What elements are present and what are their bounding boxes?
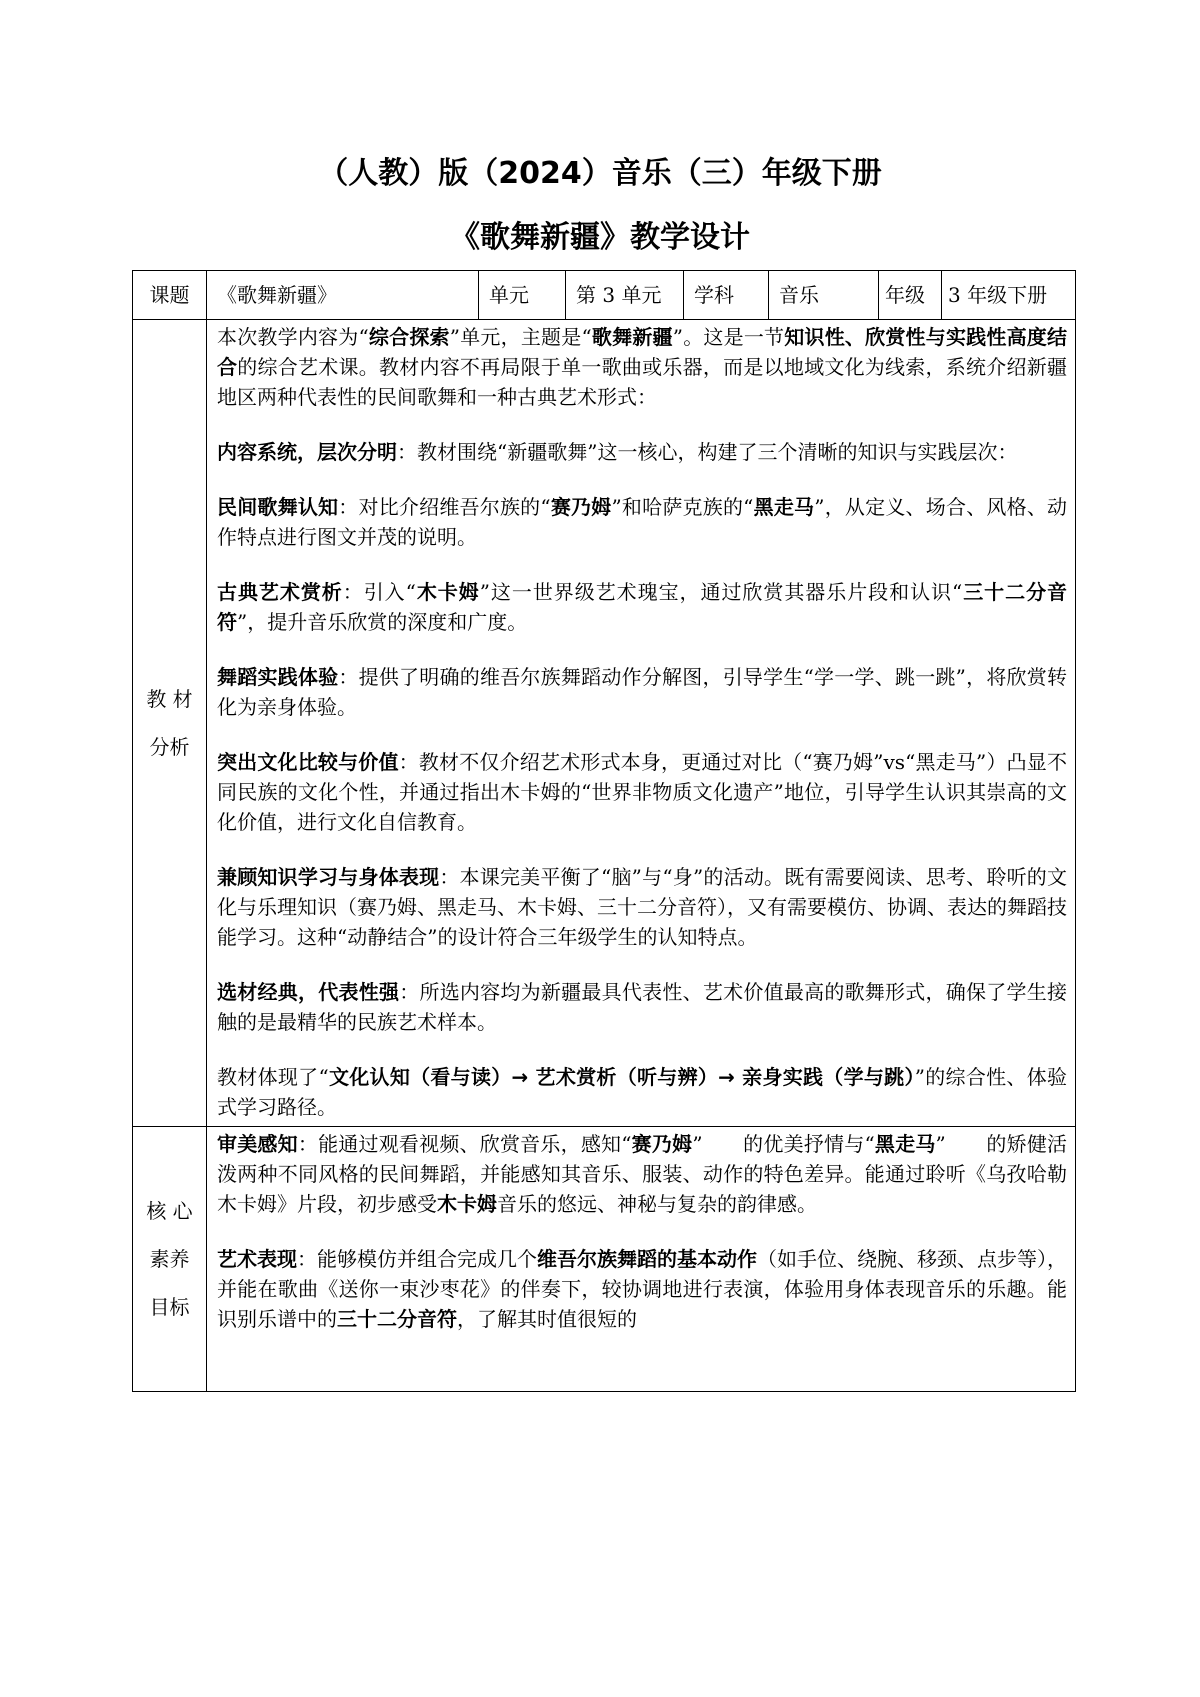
material-paragraph-learning-path: 教材体现了“文化认知（看与读）→ 艺术赏析（听与辨）→ 亲身实践（学与跳）”的综合性、体验式学习路径。 (217, 1065, 1067, 1119)
unit-value: 第 3 单元 (566, 271, 684, 320)
core-label-line-3: 目标 (149, 1295, 190, 1319)
header-row (133, 271, 1076, 320)
material-paragraph-culture-value: 突出文化比较与价值：教材不仅介绍艺术形式本身，更通过对比（“赛乃姆”vs“黑走马”）凸显不同民族的文化个性，并通过指出木卡姆的“世界非物质文化遗产”地位，引导学生认识其崇高的文化价值，进行文化自信教育。 (217, 750, 1067, 834)
lesson-design-table (132, 270, 1076, 1392)
grade-value: 3 年级下册 (942, 271, 1076, 320)
core-paragraph-aesthetic: 审美感知：能通过观看视频、欣赏音乐，感知“赛乃姆” 的优美抒情与“黑走马” 的矫健活泼两种不同风格的民间舞蹈，并能感知其音乐、服装、动作的特色差异。能通过聆听《乌孜哈勒木卡姆》片段，初步感受木卡姆音乐的悠远、神秘与复杂的韵律感。 (217, 1132, 1067, 1216)
topic-label: 课题 (133, 271, 207, 320)
core-literacy-content (207, 1127, 1076, 1392)
material-paragraph-folk-dance: 民间歌舞认知：对比介绍维吾尔族的“赛乃姆”和哈萨克族的“黑走马”，从定义、场合、风格、动作特点进行图文并茂的说明。 (217, 495, 1068, 549)
material-paragraph-classic-selection: 选材经典，代表性强：所选内容均为新疆最具代表性、艺术价值最高的歌舞形式，确保了学生接触的是最精华的民族艺术样本。 (217, 980, 1068, 1034)
material-paragraph-dance-practice: 舞蹈实践体验：提供了明确的维吾尔族舞蹈动作分解图，引导学生“学一学、跳一跳”，将欣赏转化为亲身体验。 (217, 665, 1068, 719)
unit-label: 单元 (479, 271, 566, 320)
material-analysis-content (207, 320, 1076, 1127)
material-label-line-1: 教 材 (146, 687, 193, 711)
core-literacy-label (133, 1127, 207, 1392)
material-paragraph-intro: 本次教学内容为“综合探索”单元，主题是“歌舞新疆”。这是一节知识性、欣赏性与实践性高度结合的综合艺术课。教材内容不再局限于单一歌曲或乐器，而是以地域文化为线索，系统介绍新疆地区两种代表性的民间歌舞和一种古典艺术形式： (217, 325, 1068, 409)
topic-value: 《歌舞新疆》 (207, 271, 479, 320)
material-analysis-label (133, 320, 207, 1127)
core-label-line-1: 核 心 (146, 1199, 193, 1223)
material-analysis-row (133, 320, 1076, 1127)
subject-label: 学科 (684, 271, 769, 320)
core-paragraph-expression: 艺术表现：能够模仿并组合完成几个维吾尔族舞蹈的基本动作（如手位、绕腕、移颈、点步等），并能在歌曲《送你一束沙枣花》的伴奏下，较协调地进行表演，体验用身体表现音乐的乐趣。能识别乐谱中的三十二分音符，了解其时值很短的 (217, 1247, 1067, 1331)
document-title: （人教）版（2024）音乐（三）年级下册 (318, 156, 882, 191)
core-literacy-row (133, 1127, 1076, 1392)
material-paragraph-knowledge-body: 兼顾知识学习与身体表现：本课完美平衡了“脑”与“身”的活动。既有需要阅读、思考、聆听的文化与乐理知识（赛乃姆、黑走马、木卡姆、三十二分音符），又有需要模仿、协调、表达的舞蹈技能学习。这种“动静结合”的设计符合三年级学生的认知特点。 (217, 865, 1067, 949)
material-paragraph-classical-art: 古典艺术赏析：引入“木卡姆”这一世界级艺术瑰宝，通过欣赏其器乐片段和认识“三十二分音符”，提升音乐欣赏的深度和广度。 (217, 580, 1068, 634)
core-label-line-2: 素养 (149, 1247, 190, 1271)
document-subtitle: 《歌舞新疆》教学设计 (450, 220, 750, 255)
subject-value: 音乐 (769, 271, 879, 320)
material-label-line-2: 分析 (149, 735, 190, 759)
grade-label: 年级 (879, 271, 942, 320)
material-paragraph-system: 内容系统，层次分明：教材围绕“新疆歌舞”这一核心，构建了三个清晰的知识与实践层次： (217, 440, 1018, 464)
